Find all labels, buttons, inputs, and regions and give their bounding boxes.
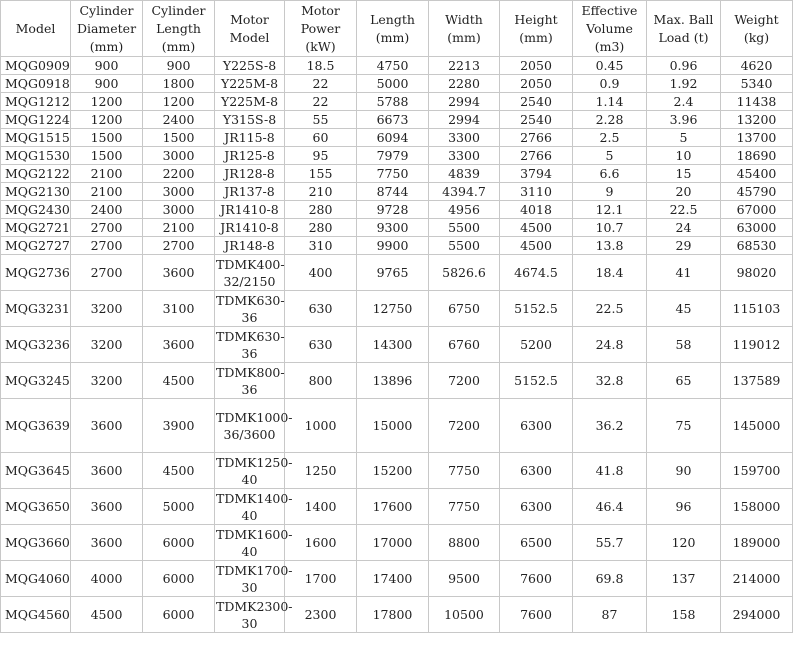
cell-length: 5788 <box>357 93 429 111</box>
cell-effective-volume: 55.7 <box>573 525 647 561</box>
cell-motor-power: 280 <box>285 201 357 219</box>
cell-weight: 115103 <box>721 291 793 327</box>
cell-height: 4500 <box>500 219 573 237</box>
cell-max-ball-load: 45 <box>647 291 721 327</box>
cell-width: 2994 <box>429 93 500 111</box>
cell-effective-volume: 18.4 <box>573 255 647 291</box>
cell-height: 5152.5 <box>500 363 573 399</box>
cell-width: 2994 <box>429 111 500 129</box>
cell-cylinder-diameter: 1200 <box>71 93 143 111</box>
cell-width: 10500 <box>429 597 500 633</box>
cell-cylinder-diameter: 2700 <box>71 219 143 237</box>
header-length: Length (mm) <box>357 1 429 57</box>
cell-height: 6300 <box>500 399 573 453</box>
cell-max-ball-load: 24 <box>647 219 721 237</box>
cell-cylinder-length: 900 <box>143 57 215 75</box>
cell-effective-volume: 32.8 <box>573 363 647 399</box>
cell-height: 2766 <box>500 147 573 165</box>
cell-motor-power: 210 <box>285 183 357 201</box>
cell-weight: 294000 <box>721 597 793 633</box>
cell-height: 6300 <box>500 453 573 489</box>
cell-motor-model: JR125-8 <box>215 147 285 165</box>
table-row <box>1 129 793 147</box>
cell-motor-model: TDMK800-36 <box>216 364 285 397</box>
cell-cylinder-length: 4500 <box>143 453 215 489</box>
cell-motor-power: 1000 <box>285 399 357 453</box>
cell-weight: 119012 <box>721 327 793 363</box>
header-height: Height (mm) <box>500 1 573 57</box>
cell-cylinder-length: 3000 <box>143 201 215 219</box>
cell-length: 17400 <box>357 561 429 597</box>
table-row <box>1 327 793 363</box>
cell-length: 6673 <box>357 111 429 129</box>
header-row <box>1 1 793 57</box>
cell-length: 17800 <box>357 597 429 633</box>
cell-max-ball-load: 15 <box>647 165 721 183</box>
table-row <box>1 363 793 399</box>
cell-max-ball-load: 75 <box>647 399 721 453</box>
cell-weight: 137589 <box>721 363 793 399</box>
table-row <box>1 75 793 93</box>
cell-model: MQG3650 <box>1 489 71 525</box>
cell-width: 5500 <box>429 219 500 237</box>
cell-length: 7750 <box>357 165 429 183</box>
cell-width: 4394.7 <box>429 183 500 201</box>
cell-width: 2280 <box>429 75 500 93</box>
cell-model: MQG2130 <box>1 183 71 201</box>
cell-effective-volume: 0.9 <box>573 75 647 93</box>
cell-weight: 145000 <box>721 399 793 453</box>
cell-weight: 4620 <box>721 57 793 75</box>
cell-width: 7200 <box>429 399 500 453</box>
cell-length: 8744 <box>357 183 429 201</box>
cell-motor-power: 18.5 <box>285 57 357 75</box>
table-row <box>1 453 793 489</box>
cell-width: 9500 <box>429 561 500 597</box>
cell-cylinder-diameter: 4000 <box>71 561 143 597</box>
cell-max-ball-load: 29 <box>647 237 721 255</box>
cell-motor-model: TDMK1250-40 <box>216 454 293 487</box>
cell-cylinder-diameter: 2100 <box>71 165 143 183</box>
cell-cylinder-length: 5000 <box>143 489 215 525</box>
cell-weight: 63000 <box>721 219 793 237</box>
cell-effective-volume: 9 <box>573 183 647 201</box>
cell-cylinder-diameter: 4500 <box>71 597 143 633</box>
cell-cylinder-length: 6000 <box>143 525 215 561</box>
cell-max-ball-load: 58 <box>647 327 721 363</box>
cell-motor-model: JR128-8 <box>215 165 285 183</box>
cell-cylinder-length: 3100 <box>143 291 215 327</box>
cell-motor-power: 55 <box>285 111 357 129</box>
cell-cylinder-length: 1800 <box>143 75 215 93</box>
cell-cylinder-length: 2100 <box>143 219 215 237</box>
cell-motor-power: 2300 <box>285 597 357 633</box>
cell-height: 3794 <box>500 165 573 183</box>
cell-motor-power: 800 <box>285 363 357 399</box>
cell-cylinder-length: 1500 <box>143 129 215 147</box>
cell-height: 6300 <box>500 489 573 525</box>
cell-cylinder-diameter: 3200 <box>71 363 143 399</box>
cell-model: MQG1212 <box>1 93 71 111</box>
cell-length: 15200 <box>357 453 429 489</box>
cell-max-ball-load: 65 <box>647 363 721 399</box>
cell-cylinder-diameter: 3600 <box>71 525 143 561</box>
cell-model: MQG1224 <box>1 111 71 129</box>
cell-motor-power: 280 <box>285 219 357 237</box>
cell-motor-power: 60 <box>285 129 357 147</box>
cell-width: 4956 <box>429 201 500 219</box>
table-body <box>1 57 793 633</box>
cell-weight: 158000 <box>721 489 793 525</box>
cell-width: 7750 <box>429 453 500 489</box>
cell-motor-model: JR148-8 <box>215 237 285 255</box>
header-cylinder-diameter: Cylinder Diameter (mm) <box>71 1 143 57</box>
cell-length: 9300 <box>357 219 429 237</box>
cell-effective-volume: 46.4 <box>573 489 647 525</box>
table-row <box>1 111 793 129</box>
cell-cylinder-diameter: 900 <box>71 57 143 75</box>
cell-max-ball-load: 158 <box>647 597 721 633</box>
cell-motor-power: 155 <box>285 165 357 183</box>
cell-effective-volume: 5 <box>573 147 647 165</box>
table-row <box>1 525 793 561</box>
cell-model: MQG4060 <box>1 561 71 597</box>
cell-length: 15000 <box>357 399 429 453</box>
cell-effective-volume: 13.8 <box>573 237 647 255</box>
cell-motor-model: JR115-8 <box>215 129 285 147</box>
cell-cylinder-diameter: 1200 <box>71 111 143 129</box>
cell-weight: 68530 <box>721 237 793 255</box>
cell-cylinder-length: 3900 <box>143 399 215 453</box>
cell-cylinder-diameter: 3600 <box>71 489 143 525</box>
cell-motor-power: 400 <box>285 255 357 291</box>
cell-width: 8800 <box>429 525 500 561</box>
cell-effective-volume: 6.6 <box>573 165 647 183</box>
cell-model: MQG3231 <box>1 291 71 327</box>
cell-model: MQG1530 <box>1 147 71 165</box>
cell-motor-model: TDMK1400-40 <box>216 490 293 523</box>
table-row <box>1 147 793 165</box>
cell-model: MQG3639 <box>1 399 71 453</box>
cell-width: 2213 <box>429 57 500 75</box>
cell-motor-model: Y225M-8 <box>215 93 285 111</box>
cell-effective-volume: 36.2 <box>573 399 647 453</box>
cell-model: MQG3236 <box>1 327 71 363</box>
cell-height: 2766 <box>500 129 573 147</box>
cell-max-ball-load: 5 <box>647 129 721 147</box>
cell-model: MQG4560 <box>1 597 71 633</box>
cell-length: 17600 <box>357 489 429 525</box>
table-row <box>1 165 793 183</box>
cell-height: 4500 <box>500 237 573 255</box>
cell-motor-power: 22 <box>285 93 357 111</box>
header-weight: Weight (kg) <box>721 1 793 57</box>
cell-motor-model: TDMK2300-30 <box>216 598 293 631</box>
cell-weight: 11438 <box>721 93 793 111</box>
table-row <box>1 201 793 219</box>
cell-length: 6094 <box>357 129 429 147</box>
cell-motor-model: JR1410-8 <box>215 219 285 237</box>
cell-cylinder-diameter: 900 <box>71 75 143 93</box>
cell-motor-model: TDMK400-32/2150 <box>216 256 285 289</box>
cell-model: MQG0918 <box>1 75 71 93</box>
table-row <box>1 291 793 327</box>
cell-motor-model: TDMK1600-40 <box>216 526 293 559</box>
cell-height: 6500 <box>500 525 573 561</box>
cell-height: 5152.5 <box>500 291 573 327</box>
cell-motor-model: JR137-8 <box>215 183 285 201</box>
cell-cylinder-length: 6000 <box>143 597 215 633</box>
cell-model: MQG2727 <box>1 237 71 255</box>
cell-width: 7750 <box>429 489 500 525</box>
cell-length: 9728 <box>357 201 429 219</box>
cell-cylinder-length: 3600 <box>143 327 215 363</box>
cell-motor-power: 22 <box>285 75 357 93</box>
cell-effective-volume: 69.8 <box>573 561 647 597</box>
cell-width: 4839 <box>429 165 500 183</box>
table-row <box>1 399 793 453</box>
cell-effective-volume: 1.14 <box>573 93 647 111</box>
cell-max-ball-load: 120 <box>647 525 721 561</box>
table-row <box>1 561 793 597</box>
cell-cylinder-length: 2700 <box>143 237 215 255</box>
cell-height: 4674.5 <box>500 255 573 291</box>
cell-height: 4018 <box>500 201 573 219</box>
cell-cylinder-diameter: 2400 <box>71 201 143 219</box>
cell-height: 2050 <box>500 75 573 93</box>
header-motor-power: Motor Power (kW) <box>285 1 357 57</box>
cell-cylinder-length: 3000 <box>143 183 215 201</box>
cell-length: 5000 <box>357 75 429 93</box>
cell-max-ball-load: 90 <box>647 453 721 489</box>
cell-height: 3110 <box>500 183 573 201</box>
cell-width: 6760 <box>429 327 500 363</box>
table-row <box>1 255 793 291</box>
cell-weight: 98020 <box>721 255 793 291</box>
cell-max-ball-load: 0.96 <box>647 57 721 75</box>
cell-max-ball-load: 10 <box>647 147 721 165</box>
cell-motor-model: TDMK1000-36/3600 <box>215 399 285 453</box>
table-row <box>1 183 793 201</box>
cell-max-ball-load: 96 <box>647 489 721 525</box>
cell-motor-model: TDMK1700-30 <box>216 562 293 595</box>
cell-width: 3300 <box>429 129 500 147</box>
cell-height: 7600 <box>500 597 573 633</box>
header-cylinder-length: Cylinder Length (mm) <box>143 1 215 57</box>
table-row <box>1 489 793 525</box>
cell-max-ball-load: 41 <box>647 255 721 291</box>
cell-model: MQG3645 <box>1 453 71 489</box>
cell-width: 5826.6 <box>429 255 500 291</box>
cell-effective-volume: 2.5 <box>573 129 647 147</box>
cell-length: 12750 <box>357 291 429 327</box>
cell-height: 2540 <box>500 93 573 111</box>
cell-weight: 18690 <box>721 147 793 165</box>
cell-cylinder-diameter: 1500 <box>71 129 143 147</box>
cell-cylinder-diameter: 3200 <box>71 291 143 327</box>
table-row <box>1 57 793 75</box>
cell-cylinder-diameter: 3600 <box>71 399 143 453</box>
cell-weight: 214000 <box>721 561 793 597</box>
cell-max-ball-load: 3.96 <box>647 111 721 129</box>
cell-weight: 13200 <box>721 111 793 129</box>
cell-cylinder-diameter: 2700 <box>71 237 143 255</box>
cell-width: 5500 <box>429 237 500 255</box>
cell-weight: 5340 <box>721 75 793 93</box>
cell-effective-volume: 0.45 <box>573 57 647 75</box>
cell-cylinder-length: 3000 <box>143 147 215 165</box>
cell-effective-volume: 12.1 <box>573 201 647 219</box>
cell-model: MQG0909 <box>1 57 71 75</box>
cell-cylinder-length: 1200 <box>143 93 215 111</box>
cell-motor-power: 310 <box>285 237 357 255</box>
cell-width: 3300 <box>429 147 500 165</box>
cell-max-ball-load: 22.5 <box>647 201 721 219</box>
cell-motor-model: Y225S-8 <box>215 57 285 75</box>
cell-cylinder-length: 2200 <box>143 165 215 183</box>
header-effective-volume: Effective Volume (m3) <box>573 1 647 57</box>
cell-effective-volume: 10.7 <box>573 219 647 237</box>
cell-width: 7200 <box>429 363 500 399</box>
cell-cylinder-diameter: 3200 <box>71 327 143 363</box>
cell-length: 4750 <box>357 57 429 75</box>
cell-cylinder-diameter: 2100 <box>71 183 143 201</box>
cell-length: 7979 <box>357 147 429 165</box>
cell-model: MQG2430 <box>1 201 71 219</box>
cell-height: 5200 <box>500 327 573 363</box>
cell-motor-power: 1250 <box>285 453 357 489</box>
cell-effective-volume: 87 <box>573 597 647 633</box>
table-row <box>1 597 793 633</box>
header-model: Model <box>1 1 71 57</box>
cell-model: MQG2736 <box>1 255 71 291</box>
cell-width: 6750 <box>429 291 500 327</box>
table-header <box>1 1 793 57</box>
cell-weight: 45400 <box>721 165 793 183</box>
cell-height: 2540 <box>500 111 573 129</box>
cell-cylinder-length: 4500 <box>143 363 215 399</box>
cell-length: 14300 <box>357 327 429 363</box>
cell-max-ball-load: 1.92 <box>647 75 721 93</box>
cell-effective-volume: 24.8 <box>573 327 647 363</box>
cell-motor-power: 630 <box>285 327 357 363</box>
cell-max-ball-load: 137 <box>647 561 721 597</box>
cell-length: 9900 <box>357 237 429 255</box>
cell-motor-power: 1700 <box>285 561 357 597</box>
cell-motor-power: 630 <box>285 291 357 327</box>
cell-motor-model: JR1410-8 <box>215 201 285 219</box>
cell-weight: 13700 <box>721 129 793 147</box>
cell-motor-power: 1600 <box>285 525 357 561</box>
cell-cylinder-diameter: 1500 <box>71 147 143 165</box>
table-row <box>1 219 793 237</box>
table-row <box>1 237 793 255</box>
cell-max-ball-load: 20 <box>647 183 721 201</box>
cell-model: MQG2122 <box>1 165 71 183</box>
cell-height: 2050 <box>500 57 573 75</box>
cell-motor-model: TDMK630-36 <box>216 328 285 361</box>
cell-height: 7600 <box>500 561 573 597</box>
cell-cylinder-diameter: 3600 <box>71 453 143 489</box>
cell-motor-model: Y225M-8 <box>215 75 285 93</box>
header-max-ball-load: Max. Ball Load (t) <box>647 1 721 57</box>
cell-weight: 189000 <box>721 525 793 561</box>
cell-motor-model: Y315S-8 <box>215 111 285 129</box>
cell-motor-power: 1400 <box>285 489 357 525</box>
cell-model: MQG3660 <box>1 525 71 561</box>
table-row <box>1 93 793 111</box>
cell-effective-volume: 2.28 <box>573 111 647 129</box>
cell-weight: 45790 <box>721 183 793 201</box>
cell-weight: 159700 <box>721 453 793 489</box>
cell-cylinder-diameter: 2700 <box>71 255 143 291</box>
cell-model: MQG2721 <box>1 219 71 237</box>
cell-cylinder-length: 3600 <box>143 255 215 291</box>
cell-weight: 67000 <box>721 201 793 219</box>
cell-model: MQG1515 <box>1 129 71 147</box>
header-width: Width (mm) <box>429 1 500 57</box>
cell-max-ball-load: 2.4 <box>647 93 721 111</box>
cell-motor-model: TDMK630-36 <box>216 292 285 325</box>
cell-cylinder-length: 2400 <box>143 111 215 129</box>
cell-cylinder-length: 6000 <box>143 561 215 597</box>
cell-motor-power: 95 <box>285 147 357 165</box>
cell-length: 17000 <box>357 525 429 561</box>
cell-length: 9765 <box>357 255 429 291</box>
cell-effective-volume: 41.8 <box>573 453 647 489</box>
header-motor-model: Motor Model <box>215 1 285 57</box>
cell-model: MQG3245 <box>1 363 71 399</box>
cell-effective-volume: 22.5 <box>573 291 647 327</box>
cell-length: 13896 <box>357 363 429 399</box>
